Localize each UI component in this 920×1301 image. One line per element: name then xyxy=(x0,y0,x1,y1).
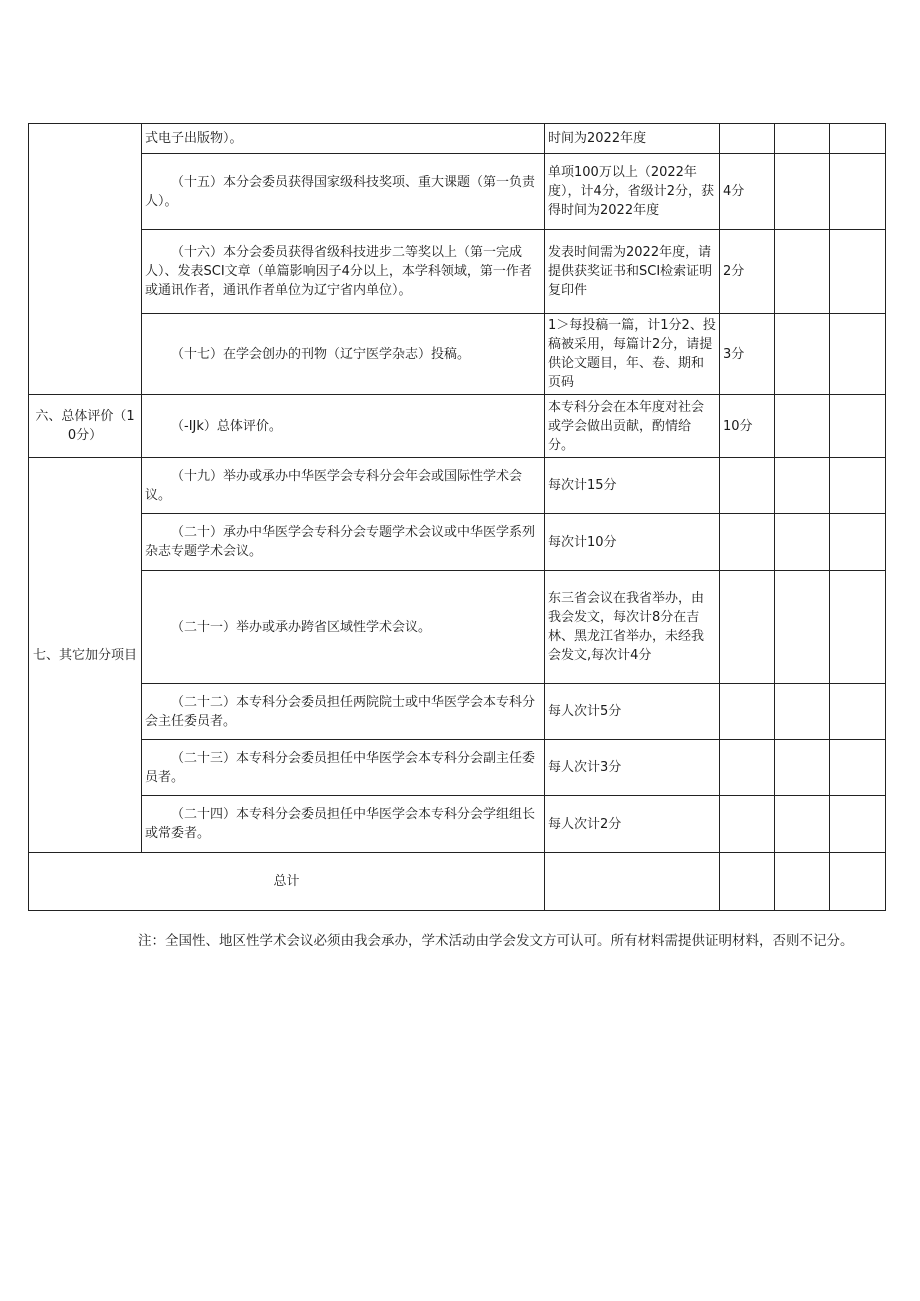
criteria-cell: 1＞每投稿一篇，计1分2、投稿被采用，每篇计2分，请提供论文题目，年、卷、期和页码 xyxy=(545,314,720,395)
category-cell xyxy=(29,124,142,395)
criteria-cell: 每人次计2分 xyxy=(545,796,720,853)
blank-cell xyxy=(830,514,886,571)
blank-cell xyxy=(775,458,830,514)
blank-cell xyxy=(720,684,775,740)
category-cell: 六、总体评价（10分） xyxy=(29,395,142,458)
blank-cell xyxy=(775,514,830,571)
item-cell: （-IJk）总体评价。 xyxy=(142,395,545,458)
table-row xyxy=(29,314,886,395)
criteria-cell: 每次计10分 xyxy=(545,514,720,571)
blank-cell xyxy=(830,154,886,230)
blank-cell xyxy=(775,853,830,911)
blank-cell xyxy=(775,314,830,395)
criteria-cell: 东三省会议在我省举办，由我会发文，每次计8分在吉林、黑龙江省举办，未经我会发文,每次计4分 xyxy=(545,571,720,684)
table-row xyxy=(29,154,886,230)
criteria-cell: 每次计15分 xyxy=(545,458,720,514)
blank-cell xyxy=(775,230,830,314)
score-cell: 3分 xyxy=(720,314,775,395)
blank-cell xyxy=(720,853,775,911)
footnote: 注：全国性、地区性学术会议必须由我会承办，学术活动由学会发文方可认可。所有材料需提供证明材料，否则不记分。 xyxy=(138,933,854,949)
item-cell: （十九）举办或承办中华医学会专科分会年会或国际性学术会议。 xyxy=(142,458,545,514)
total-row xyxy=(29,853,886,911)
item-cell: （十五）本分会委员获得国家级科技奖项、重大课题（第一负责人）。 xyxy=(142,154,545,230)
category-cell: 七、其它加分项目 xyxy=(29,458,142,853)
item-cell: （十七）在学会创办的刊物（辽宁医学杂志）投稿。 xyxy=(142,314,545,395)
table-row xyxy=(29,395,886,458)
table-row xyxy=(29,684,886,740)
blank-cell xyxy=(775,796,830,853)
criteria-cell: 每人次计5分 xyxy=(545,684,720,740)
item-cell: （二十一）举办或承办跨省区域性学术会议。 xyxy=(142,571,545,684)
item-cell: 式电子出版物）。 xyxy=(142,124,545,154)
score-cell xyxy=(720,124,775,154)
item-cell: （二十四）本专科分会委员担任中华医学会本专科分会学组组长或常委者。 xyxy=(142,796,545,853)
table-row xyxy=(29,514,886,571)
blank-cell xyxy=(720,571,775,684)
table-row xyxy=(29,458,886,514)
blank-cell xyxy=(830,684,886,740)
item-cell: （二十）承办中华医学会专科分会专题学术会议或中华医学系列杂志专题学术会议。 xyxy=(142,514,545,571)
blank-cell xyxy=(775,154,830,230)
total-label: 总计 xyxy=(29,853,545,911)
criteria-cell: 单项100万以上（2022年度），计4分，省级计2分，获得时间为2022年度 xyxy=(545,154,720,230)
table-row xyxy=(29,124,886,154)
item-cell: （二十二）本专科分会委员担任两院院士或中华医学会本专科分会主任委员者。 xyxy=(142,684,545,740)
score-cell: 2分 xyxy=(720,230,775,314)
blank-cell xyxy=(775,395,830,458)
table-row xyxy=(29,230,886,314)
blank-cell xyxy=(830,314,886,395)
score-cell: 4分 xyxy=(720,154,775,230)
blank-cell xyxy=(775,571,830,684)
blank-cell xyxy=(775,684,830,740)
blank-cell xyxy=(830,796,886,853)
blank-cell xyxy=(720,740,775,796)
blank-cell xyxy=(830,853,886,911)
table-row xyxy=(29,796,886,853)
blank-cell xyxy=(720,458,775,514)
criteria-cell: 本专科分会在本年度对社会或学会做出贡献，酌情给分。 xyxy=(545,395,720,458)
blank-cell xyxy=(830,395,886,458)
item-cell: （十六）本分会委员获得省级科技进步二等奖以上（第一完成人）、发表SCI文章（单篇影响因子4分以上，本学科领域，第一作者或通讯作者，通讯作者单位为辽宁省内单位）。 xyxy=(142,230,545,314)
table-row xyxy=(29,740,886,796)
blank-cell xyxy=(830,458,886,514)
blank-cell xyxy=(830,230,886,314)
criteria-cell: 时间为2022年度 xyxy=(545,124,720,154)
blank-cell xyxy=(775,124,830,154)
score-cell: 10分 xyxy=(720,395,775,458)
blank-cell xyxy=(830,740,886,796)
scoring-table xyxy=(28,123,886,911)
criteria-cell: 发表时间需为2022年度，请提供获奖证书和SCI检索证明复印件 xyxy=(545,230,720,314)
item-cell: （二十三）本专科分会委员担任中华医学会本专科分会副主任委员者。 xyxy=(142,740,545,796)
blank-cell xyxy=(830,571,886,684)
table-row xyxy=(29,571,886,684)
blank-cell xyxy=(545,853,720,911)
blank-cell xyxy=(775,740,830,796)
blank-cell xyxy=(720,796,775,853)
blank-cell xyxy=(830,124,886,154)
blank-cell xyxy=(720,514,775,571)
criteria-cell: 每人次计3分 xyxy=(545,740,720,796)
